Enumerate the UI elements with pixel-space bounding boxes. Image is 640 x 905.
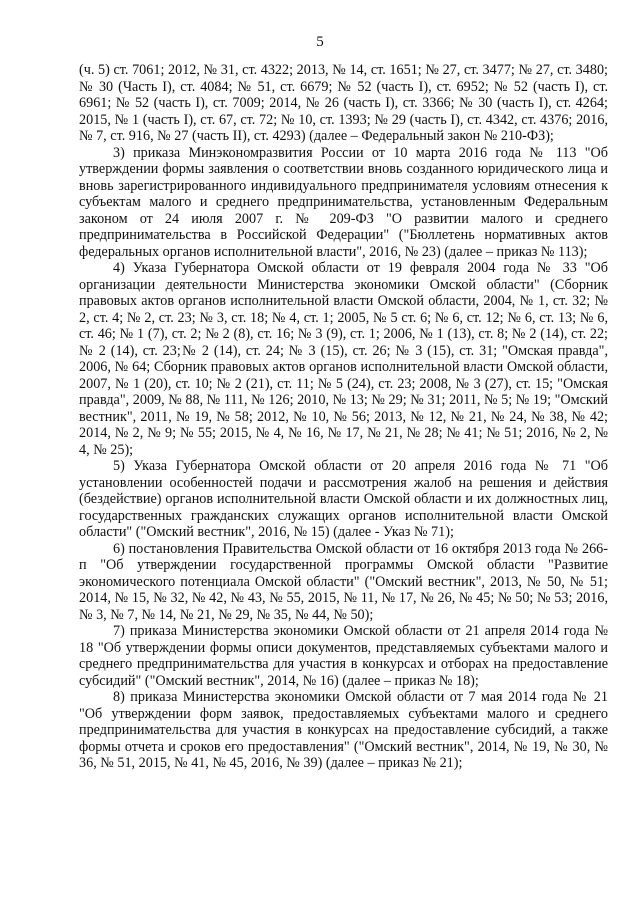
paragraph-item-5: 5) Указа Губернатора Омской области от 20 апреля 2016 года № 71 "Об установлении особенностей подачи и рассмотрения жалоб на решения и действия (бездействие) органов исполнительной власти Омской области и их должностных лиц, государственных гражданских служащих органов исполнительной власти Омской области" ("Омский вестник", 2016, № 15) (далее - Указ № 71); (79, 458, 608, 540)
paragraph-continuation: (ч. 5) ст. 7061; 2012, № 31, ст. 4322; 2013, № 14, ст. 1651; № 27, ст. 3477; № 27, ст. 3480; № 30 (Часть I), ст. 4084; № 51, ст. 6679; № 52 (часть I), ст. 6952; № 52 (часть I), ст. 6961; № 52 (часть I), ст. 7009; 2014, № 26 (часть I), ст. 3366; № 30 (часть I), ст. 4264; 2015, № 1 (часть I), ст. 67, ст. 72; № 10, ст. 1393; № 29 (часть I), ст. 4342, ст. 4376; 2016, № 7, ст. 916, № 27 (часть II), ст. 4293) (далее – Федеральный закон № 210-ФЗ); (79, 62, 608, 144)
paragraph-item-4: 4) Указа Губернатора Омской области от 19 февраля 2004 года № 33 "Об организации деятельности Министерства экономики Омской области" (Сборник правовых актов органов исполнительной власти Омской области, 2004, № 1, ст. 32; № 2, ст. 4; № 2, ст. 23; № 3, ст. 18; № 4, ст. 1; 2005, № 5 ст. 6; № 6, ст. 12; № 6, ст. 13; № 6, ст. 46; № 1 (7), ст. 2; № 2 (8), ст. 16; № 3 (9), ст. 1; 2006, № 1 (13), ст. 8; № 2 (14), ст. 22; № 2 (14), ст. 23;№ 2 (14), ст. 24; № 3 (15), ст. 26; № 3 (15), ст. 31; "Омская правда", 2006, № 64; Сборник правовых актов органов исполнительной власти Омской области, 2007, № 1 (20), ст. 10; № 2 (21), ст. 11; № 5 (24), ст. 23; 2008, № 3 (27), ст. 15; "Омская правда", 2009, № 88, № 111, № 126; 2010, № 13; № 29; № 31; 2011, № 5; № 19; "Омский вестник", 2011, № 19, № 58; 2012, № 10, № 56; 2013, № 12, № 21, № 24, № 38, № 42; 2014, № 2, № 9; № 55; 2015, № 4, № 16, № 17, № 21, № 28; № 41; № 51; 2016, № 2, № 4, № 25); (79, 260, 608, 458)
paragraph-item-3: 3) приказа Минэкономразвития России от 10 марта 2016 года № 113 "Об утверждении формы заявления о соответствии вновь созданного юридического лица и вновь зарегистрированного индивидуального предпринимателя условиям отнесения к субъектам малого и среднего предпринимательства, установленным Федеральным законом от 24 июля 2007 г. № 209-ФЗ "О развитии малого и среднего предпринимательства в Российской Федерации" ("Бюллетень нормативных актов федеральных органов исполнительной власти", 2016, № 23) (далее – приказ № 113); (79, 144, 608, 260)
paragraph-item-6: 6) постановления Правительства Омской области от 16 октября 2013 года № 266-п "Об утверждении государственной программы Омской области "Развитие экономического потенциала Омской области" ("Омский вестник", 2013, № 50, № 51; 2014, № 15, № 32, № 42, № 43, № 55, 2015, № 11, № 17, № 26, № 45; № 50; № 53; 2016, № 3, № 7, № 14, № 21, № 29, № 35, № 44, № 50); (79, 540, 608, 623)
paragraph-item-7: 7) приказа Министерства экономики Омской области от 21 апреля 2014 года № 18 "Об утверждении формы описи документов, представляемых субъектами малого и среднего предпринимательства для участия в конкурсах и отборах на предоставление субсидий" ("Омский вестник", 2014, № 16) (далее – приказ № 18); (79, 623, 608, 689)
paragraph-item-8: 8) приказа Министерства экономики Омской области от 7 мая 2014 года № 21 "Об утверждении форм заявок, предоставляемых субъектами малого и среднего предпринимательства для участия в конкурсах на предоставление субсидий, а также формы отчета и сроков его предоставления" ("Омский вестник", 2014, № 19, № 30, № 36, № 51, 2015, № 41, № 45, 2016, № 39) (далее – приказ № 21); (79, 689, 608, 771)
document-body (79, 62, 608, 772)
page-number: 5 (316, 34, 324, 50)
